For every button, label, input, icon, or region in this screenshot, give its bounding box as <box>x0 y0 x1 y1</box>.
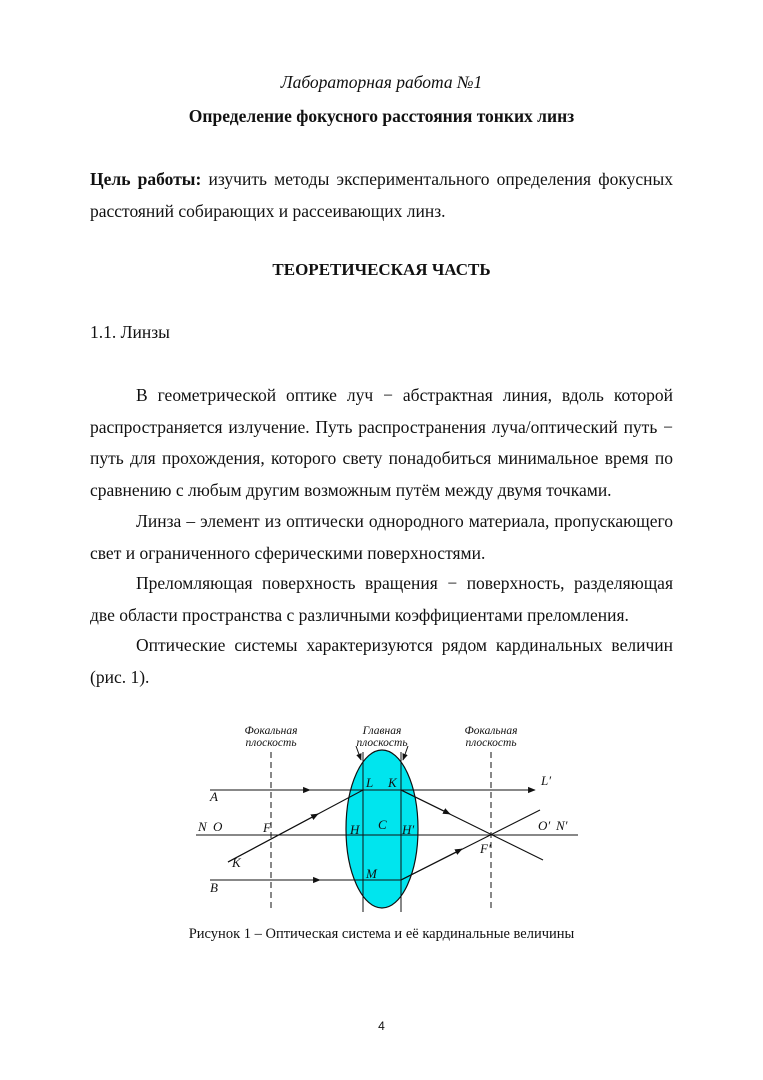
label-principal-1: Главная <box>362 725 402 737</box>
label-n-prime: N′ <box>556 818 568 833</box>
paragraph-lens-definition: Линза – элемент из оптически однородного материала, пропускающего свет и ограниченного сферическими поверхностями. <box>90 511 673 563</box>
goal-label: Цель работы: <box>90 169 202 189</box>
label-n: N <box>198 819 207 834</box>
label-l: L <box>366 775 374 790</box>
label-h: H <box>350 822 360 837</box>
label-principal-2: плоскость <box>356 737 408 749</box>
paragraph-ray-definition: В геометрической оптике луч − абстрактная линия, вдоль которой распространяется излучение. Путь распространения луча/оптический путь − путь для прохождения, которого свету понадобиться минимальное время по сравнению с любым другим возможным путём между двумя точками. <box>90 385 673 500</box>
paragraph-optical-systems: Оптические системы характеризуются рядом кардинальных величин (рис. 1). <box>90 635 673 687</box>
page-title: Определение фокусного расстояния тонких линз <box>188 106 575 126</box>
label-k-top: K <box>388 775 397 790</box>
paragraph-refracting-surface: Преломляющая поверхность вращения − поверхность, разделяющая две области пространства с различными коэффициентами преломления. <box>90 573 673 625</box>
label-c: C <box>378 817 387 832</box>
goal-paragraph <box>90 164 673 227</box>
label-focal-left-1: Фокальная <box>244 725 298 737</box>
lab-work-label: Лабораторная работа №1 <box>280 72 483 92</box>
ray-k-arrow <box>228 814 318 862</box>
label-a: A <box>210 789 218 804</box>
section-title: ТЕОРЕТИЧЕСКАЯ ЧАСТЬ <box>272 260 491 279</box>
label-k-left: K <box>232 855 241 870</box>
optical-system-figure <box>190 718 590 918</box>
goal-text: изучить методы экспериментального определения фокусных расстояний собирающих и рассеивающих линз. <box>90 169 673 221</box>
label-o: O <box>213 819 223 834</box>
label-f-prime: F′ <box>480 841 491 856</box>
label-focal-left-2: плоскость <box>245 737 297 749</box>
label-h-prime: H′ <box>402 822 415 837</box>
page-number: 4 <box>378 1019 385 1033</box>
label-o-prime: O′ <box>538 818 551 833</box>
label-b: B <box>210 880 218 895</box>
label-focal-right-1: Фокальная <box>464 725 518 737</box>
label-m: M <box>366 866 377 881</box>
label-f: F <box>263 820 271 835</box>
label-l-prime: L′ <box>541 773 552 788</box>
figure-caption: Рисунок 1 – Оптическая система и её кардинальные величины <box>188 926 575 942</box>
subsection-title: 1.1. Линзы <box>90 322 170 342</box>
label-focal-right-2: плоскость <box>465 737 517 749</box>
